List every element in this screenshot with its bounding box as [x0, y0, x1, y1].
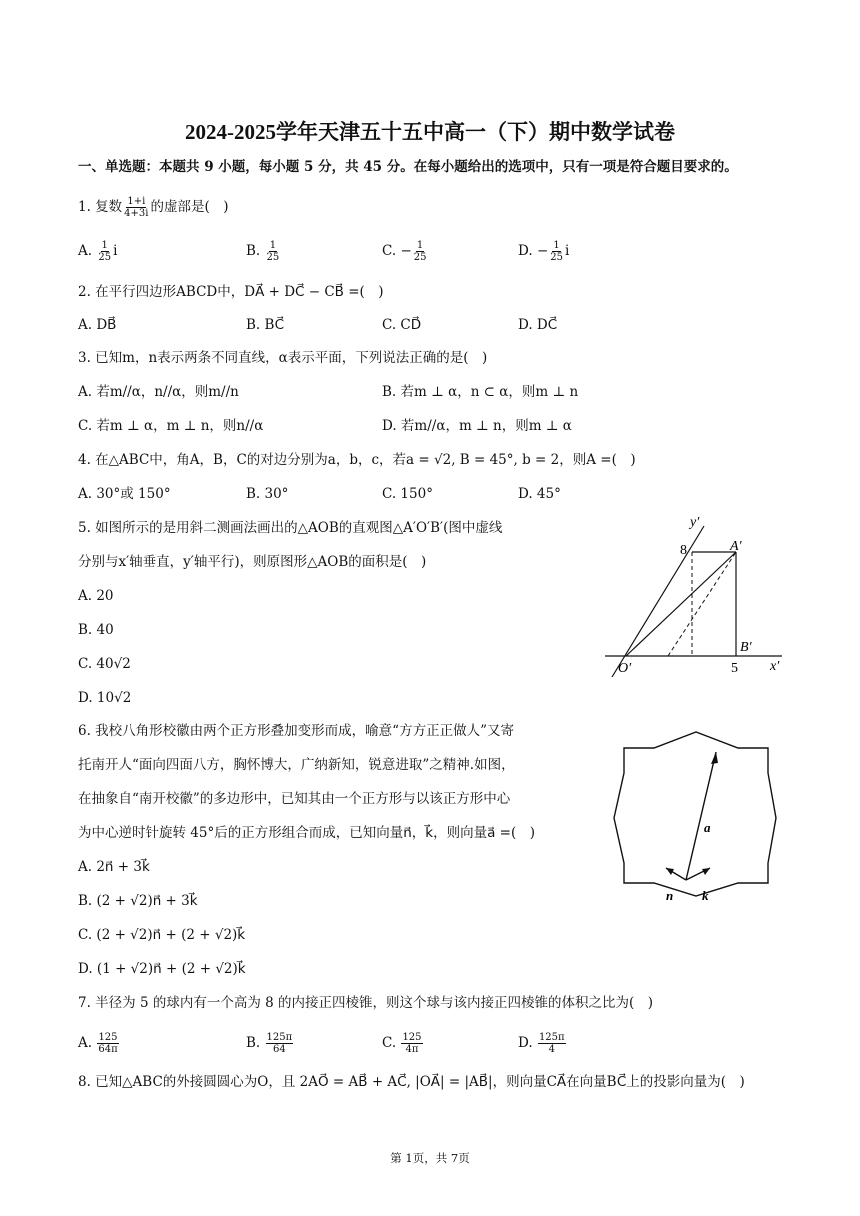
question-3-stem: 3. 已知m，n表示两条不同直线，α表示平面，下列说法正确的是( ): [78, 350, 488, 366]
q3-option-d: D. 若m//α，m ⊥ n，则m ⊥ α: [382, 418, 572, 434]
q1-a-frac: [97, 240, 112, 263]
q7-option-a: [78, 1032, 120, 1055]
q7-d-frac: [538, 1032, 566, 1055]
q1-d-den: 25: [550, 252, 563, 263]
q7-b-label: B.: [246, 1035, 265, 1051]
q1-d-suffix: i: [564, 243, 570, 259]
q6-option-d: D. (1 + √2)n⃗ + (2 + √2)k⃗: [78, 961, 246, 977]
q7-a-frac: [97, 1032, 118, 1055]
q2-option-c: C. CD⃗: [382, 317, 422, 333]
q1-a-label: A.: [78, 243, 97, 259]
question-1-stem: [78, 196, 229, 219]
q5-option-c: C. 40√2: [78, 656, 131, 672]
page-title: 2024-2025学年天津五十五中高一（下）期中数学试卷: [185, 120, 675, 144]
q7-a-label: A.: [78, 1035, 97, 1051]
q7-a-den: 64π: [98, 1044, 118, 1055]
q7-option-d: [518, 1032, 567, 1055]
q1-b-num: 1: [269, 240, 277, 251]
q6-option-b: B. (2 + √2)n⃗ + 3k⃗: [78, 893, 198, 909]
origin-label: O′: [618, 661, 632, 676]
q1-b-label: B.: [246, 243, 265, 259]
q1-option-c: [382, 240, 428, 263]
q5-option-d: D. 10√2: [78, 690, 132, 706]
q1-b-den: 25: [266, 252, 280, 263]
vector-a: [686, 752, 716, 880]
question-7-stem: 7. 半径为 5 的球内有一个高为 8 的内接正四棱锥，则这个球与该内接正四棱锥的体积之比为( ): [78, 995, 654, 1011]
q3-option-b: B. 若m ⊥ α，n ⊂ α，则m ⊥ n: [382, 384, 579, 400]
y-tick-8: 8: [680, 543, 687, 558]
q1-d-frac: [549, 240, 564, 263]
q7-b-num: 125π: [266, 1032, 293, 1043]
q1-frac-den: 4+3i: [124, 208, 149, 219]
q1-b-frac: [266, 240, 281, 263]
q1-a-den: 25: [98, 252, 112, 263]
point-a-label: A′: [730, 539, 742, 554]
question-6-stem-line-2: 托南开人“面向四面八方，胸怀博大，广纳新知，锐意进取”之精神.如图，: [78, 757, 515, 773]
q6-emblem-figure: [596, 728, 796, 910]
question-6-stem-line-3: 在抽象自“南开校徽”的多边形中，已知其由一个正方形与以该正方形中心: [78, 791, 511, 807]
q4-option-b: B. 30°: [246, 486, 289, 502]
q5-oblique-figure: [600, 512, 790, 687]
q7-b-frac: [266, 1032, 294, 1055]
vector-k-label: k: [702, 888, 709, 903]
q7-a-num: 125: [98, 1032, 118, 1043]
y-axis: [612, 526, 704, 677]
q2-option-d: D. DC⃗: [518, 317, 558, 333]
x-tick-5: 5: [731, 661, 738, 676]
q2-option-a: A. DB⃗: [78, 317, 117, 333]
page-footer: 第 1页，共 7页: [390, 1151, 470, 1165]
question-5-stem-line-1: 5. 如图所示的是用斜二测画法画出的△AOB的直观图△A′O′B′(图中虚线: [78, 520, 503, 536]
section-heading: 一、单选题：本题共 9 小题，每小题 5 分，共 45 分。在每小题给出的选项中，只有一项是符合题目要求的。: [78, 159, 738, 175]
q3-option-a: A. 若m//α，n//α，则m//n: [78, 384, 239, 400]
q1-d-num: 1: [553, 240, 560, 251]
x-axis-label: x′: [770, 659, 780, 674]
y-axis-label: y′: [690, 515, 700, 530]
q7-d-num: 125π: [538, 1032, 565, 1043]
q1-frac-num: 1+i: [127, 196, 146, 207]
q1-c-label: C.: [382, 243, 401, 259]
q7-option-b: [246, 1032, 294, 1055]
q1-c-prefix: −: [400, 243, 412, 259]
vector-a-label: a: [704, 820, 711, 835]
q4-option-d: D. 45°: [518, 486, 561, 502]
q7-c-num: 125: [402, 1032, 422, 1043]
q1-fraction: [123, 196, 149, 219]
q1-c-frac: [413, 240, 428, 263]
question-5-stem-line-2: 分别与x′轴垂直，y′轴平行)，则原图形△AOB的面积是( ): [78, 554, 427, 570]
q1-a-suffix: i: [113, 243, 118, 259]
q5-option-a: A. 20: [78, 588, 114, 604]
q4-option-c: C. 150°: [382, 486, 433, 502]
q1-stem-b: 的虚部是( ): [150, 199, 229, 215]
q1-d-prefix: −: [536, 243, 549, 259]
vector-a-arrowhead: [711, 752, 718, 764]
question-8-stem: 8. 已知△ABC的外接圆圆心为O，且 2AO⃗ = AB⃗ + AC⃗, |OA⃗| = |AB⃗|，则向量CA⃗在向量BC⃗上的投影向量为( ): [78, 1074, 745, 1090]
q2-option-b: B. BC⃗: [246, 317, 285, 333]
question-6-stem-line-4: 为中心逆时针旋转 45°后的正方形组合而成，已知向量n⃗，k⃗，则向量a⃗ =( ): [78, 825, 536, 841]
segment-o-a: [626, 552, 736, 656]
question-4-stem: 4. 在△ABC中，角A，B，C的对边分别为a，b，c，若a = √2, B = 45°, b = 2，则A =( ): [78, 452, 636, 468]
q1-c-den: 25: [413, 252, 427, 263]
q1-c-num: 1: [416, 240, 424, 251]
q5-option-b: B. 40: [78, 622, 114, 638]
q7-c-frac: [401, 1032, 422, 1055]
q1-d-label: D.: [518, 243, 537, 259]
q3-option-c: C. 若m ⊥ α，m ⊥ n，则n//α: [78, 418, 264, 434]
q7-d-label: D.: [518, 1035, 537, 1051]
q7-option-c: [382, 1032, 424, 1055]
question-2-stem: 2. 在平行四边形ABCD中，DA⃗ + DC⃗ − CB⃗ =( ): [78, 284, 384, 300]
q6-option-c: C. (2 + √2)n⃗ + (2 + √2)k⃗: [78, 927, 246, 943]
q7-c-label: C.: [382, 1035, 401, 1051]
emblem-outline: [614, 732, 776, 896]
question-6-stem-line-1: 6. 我校八角形校徽由两个正方形叠加变形而成，喻意“方方正正做人”又寄: [78, 723, 514, 739]
q7-d-den: 4: [548, 1044, 555, 1055]
q1-option-b: [246, 240, 281, 263]
q7-c-den: 4π: [405, 1044, 419, 1055]
q1-option-d: [518, 240, 569, 263]
q4-option-a: A. 30°或 150°: [78, 486, 171, 502]
q6-option-a: A. 2n⃗ + 3k⃗: [78, 859, 150, 875]
point-b-label: B′: [740, 640, 752, 655]
vector-n-label: n: [666, 888, 674, 903]
q7-b-den: 64: [272, 1044, 286, 1055]
q1-a-num: 1: [101, 240, 108, 251]
q1-stem-a: 1. 复数: [78, 199, 123, 215]
q1-option-a: [78, 240, 117, 263]
